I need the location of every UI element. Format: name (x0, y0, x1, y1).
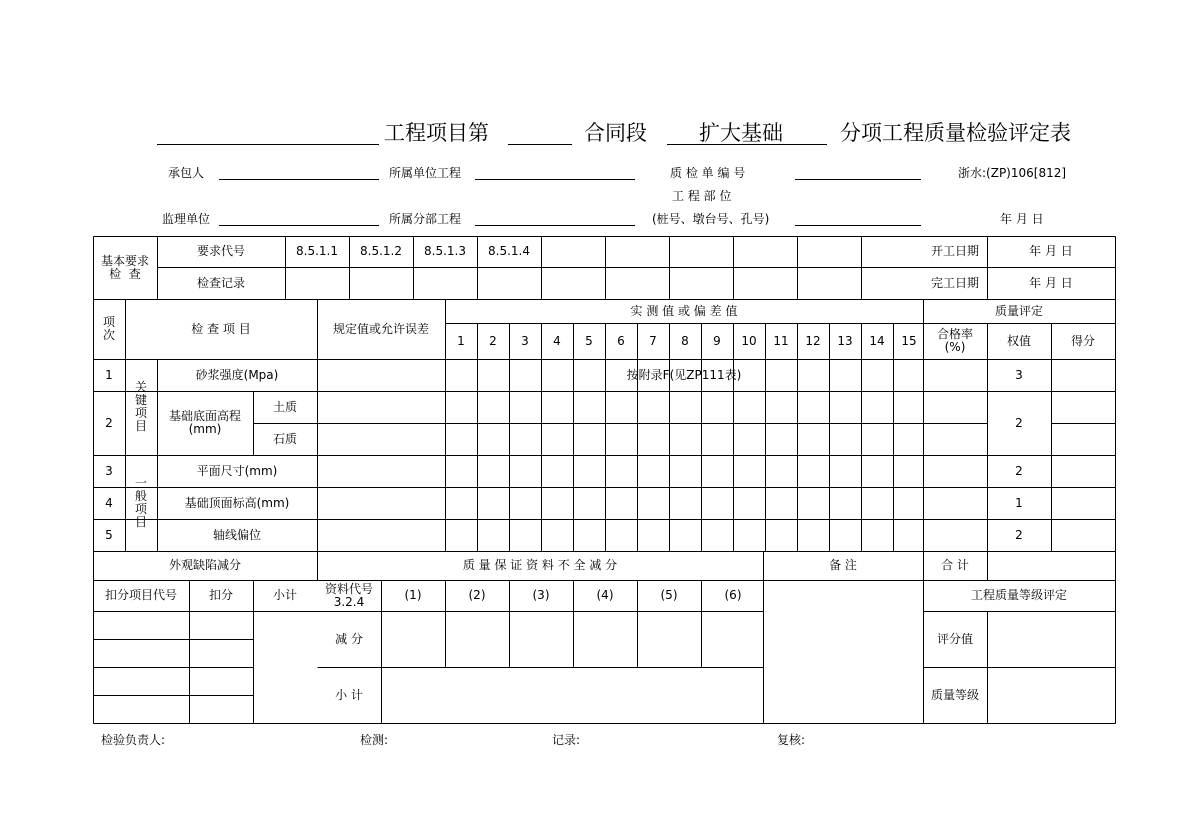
row-1-weight: 3 (1015, 367, 1023, 382)
unit-project-label: 所属单位工程 (389, 166, 462, 180)
appearance-deduct-label: 外观缺陷减分 (168, 558, 241, 572)
work-part-label: 工 程 部 位 (672, 189, 732, 203)
total-label: 合 计 (941, 558, 969, 572)
row-3-weight: 2 (1015, 463, 1023, 478)
measured-col-12: 12 (805, 333, 821, 348)
weight-header: 权值 (1006, 333, 1031, 348)
material-num-3: (3) (532, 588, 550, 602)
sub-label: 小 计 (335, 687, 363, 702)
start-date-value[interactable]: 年 月 日 (1029, 244, 1073, 258)
start-date-label: 开工日期 (930, 244, 979, 258)
inspection-no-label: 质 检 单 编 号 (670, 166, 746, 180)
measured-col-3: 3 (521, 333, 529, 348)
req-code-label: 要求代号 (196, 244, 245, 258)
measured-col-7: 7 (649, 333, 657, 348)
title-section: 合同段 (584, 121, 647, 145)
material-num-6: (6) (724, 588, 742, 602)
measured-col-2: 2 (489, 333, 497, 348)
row-2-name: 基础底面高程 (mm) (168, 409, 241, 436)
measured-header: 实 测 值 或 偏 差 值 (630, 303, 738, 318)
req-code-1: 8.5.1.1 (296, 244, 338, 258)
row-1-no: 1 (105, 367, 113, 382)
row-3-no: 3 (105, 463, 113, 478)
row-2-soil: 土质 (272, 399, 297, 414)
title-project: 工程项目第 (384, 121, 489, 145)
row-2-weight: 2 (1015, 415, 1023, 430)
row-5-weight: 2 (1015, 527, 1023, 542)
measured-col-8: 8 (681, 333, 689, 348)
measured-col-4: 4 (553, 333, 561, 348)
deduct-item-code-label: 扣分项目代号 (104, 588, 177, 602)
testing-label: 检测: (360, 733, 389, 747)
row-3-name: 平面尺寸(mm) (196, 463, 278, 478)
end-date-value[interactable]: 年 月 日 (1029, 275, 1073, 290)
review-label: 复核: (777, 733, 806, 747)
row-5-no: 5 (105, 527, 113, 542)
grade-label: 质量等级 (930, 687, 979, 702)
measured-col-13: 13 (837, 333, 853, 348)
material-num-1: (1) (404, 588, 422, 602)
grade-eval-label: 工程质量等级评定 (970, 588, 1067, 602)
contractor-label: 承包人 (168, 166, 205, 180)
score-header: 得分 (1070, 333, 1095, 348)
seq-header: 项 次 (102, 315, 115, 342)
measured-col-15: 15 (901, 333, 917, 348)
measured-col-10: 10 (741, 333, 757, 348)
inspector-label: 检验负责人: (101, 733, 166, 747)
minus-label: 减 分 (335, 631, 363, 646)
title-subitem: 扩大基础 (699, 121, 783, 145)
supervisor-label: 监理单位 (162, 212, 211, 226)
form-date: 年 月 日 (1000, 212, 1044, 226)
measured-col-5: 5 (585, 333, 593, 348)
key-items-group: 关 键 项 目 (134, 380, 147, 433)
row-4-no: 4 (105, 495, 113, 510)
check-record-label: 检查记录 (196, 275, 245, 290)
title-form-name: 分项工程质量检验评定表 (840, 121, 1071, 145)
measured-col-6: 6 (617, 333, 625, 348)
tolerance-header: 规定值或允许误差 (332, 321, 429, 336)
measured-col-11: 11 (773, 333, 789, 348)
row-2-rock: 石质 (272, 431, 297, 446)
material-num-5: (5) (660, 588, 678, 602)
req-code-2: 8.5.1.2 (360, 244, 402, 258)
form-code: 浙水:(ZP)106[812] (958, 166, 1067, 180)
material-code-label: 资料代号 3.2.4 (324, 581, 373, 609)
deduct-label: 扣分 (208, 588, 233, 602)
req-code-4: 8.5.1.4 (488, 244, 530, 258)
pile-label: (桩号、墩台号、孔号) (652, 212, 770, 226)
row-5-name: 轴线偏位 (212, 527, 261, 542)
deduct-subtotal-label: 小计 (272, 588, 297, 602)
material-num-4: (4) (596, 588, 614, 602)
row-2-no: 2 (105, 415, 113, 430)
measured-col-9: 9 (713, 333, 721, 348)
item-header: 检 查 项 目 (191, 321, 251, 336)
remark-label: 备 注 (829, 558, 857, 572)
measured-col-14: 14 (869, 333, 885, 348)
req-code-3: 8.5.1.3 (424, 244, 466, 258)
record-label: 记录: (552, 733, 581, 747)
row-4-weight: 1 (1015, 495, 1023, 510)
material-deduct-label: 质 量 保 证 资 料 不 全 减 分 (462, 558, 618, 572)
pass-rate-header: 合格率 (%) (936, 327, 973, 354)
row-1-name: 砂浆强度(Mpa) (195, 367, 279, 382)
general-items-group: 一 般 项 目 (134, 476, 147, 529)
row-4-name: 基础顶面标高(mm) (184, 495, 290, 510)
basic-req-label: 基本要求 检 查 (100, 253, 149, 281)
material-num-2: (2) (468, 588, 486, 602)
row-1-note: 按附录F(见ZP111表) (626, 367, 742, 382)
score-value-label: 评分值 (936, 631, 973, 646)
quality-header: 质量评定 (994, 303, 1043, 318)
division-label: 所属分部工程 (389, 212, 462, 226)
measured-col-1: 1 (457, 333, 465, 348)
end-date-label: 完工日期 (930, 275, 979, 290)
